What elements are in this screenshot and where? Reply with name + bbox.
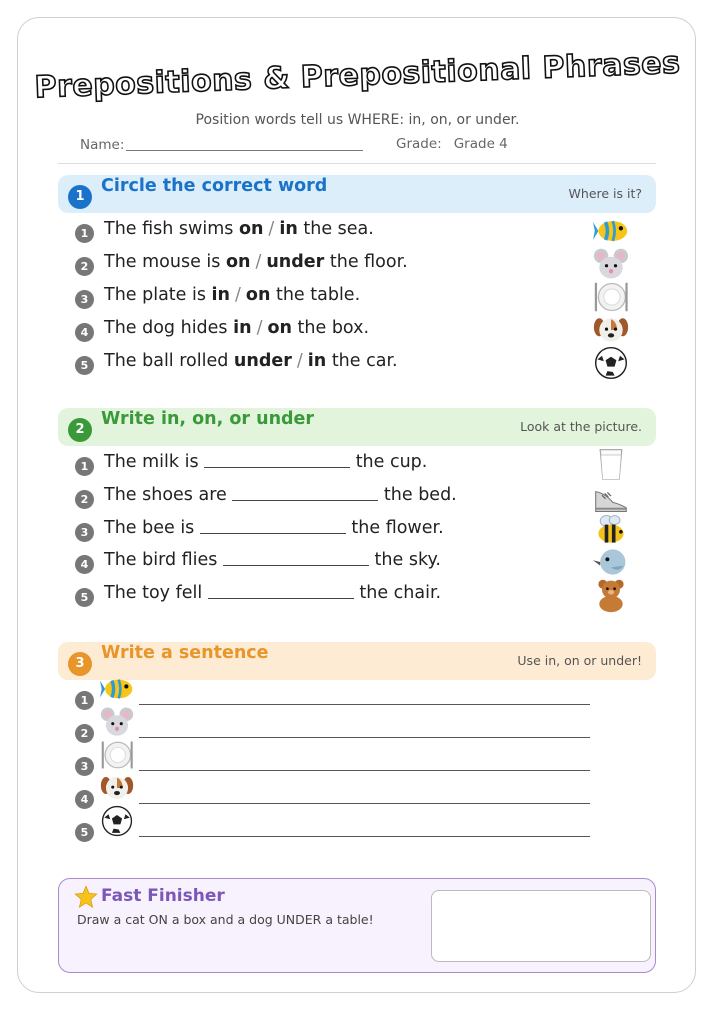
choice-option-2[interactable]: on	[245, 285, 271, 305]
question-number: 3	[75, 290, 94, 309]
choice-option-2[interactable]: in	[307, 351, 327, 371]
sentence-start: The plate is	[104, 285, 212, 305]
sentence-end: the table.	[270, 285, 361, 305]
question-number: 1	[75, 457, 94, 476]
question-number: 5	[75, 823, 94, 842]
choice-option-1[interactable]: in	[211, 285, 231, 305]
sentence-end: the car.	[326, 351, 398, 371]
question-number: 3	[75, 523, 94, 542]
drawing-box[interactable]	[431, 890, 651, 962]
sentence-writing-line[interactable]	[139, 770, 590, 771]
section-2-header	[58, 408, 656, 446]
worksheet-title: Prepositions & Prepositional Phrases	[33, 45, 682, 106]
sentence-start: The shoes are	[104, 485, 233, 505]
worksheet-subtitle: Position words tell us WHERE: in, on, or under.	[195, 112, 520, 128]
section-3-title: Write a sentence	[101, 643, 269, 663]
choice-separator: /	[255, 252, 262, 272]
choice-option-2[interactable]: under	[266, 252, 325, 272]
name-blank-line[interactable]	[126, 136, 363, 151]
sentence-start: The dog hides	[104, 318, 234, 338]
bee-icon	[593, 512, 629, 548]
sentence-end: the chair.	[353, 583, 442, 603]
write-sentence-row	[75, 818, 595, 848]
answer-blank[interactable]	[200, 518, 346, 534]
circle-question	[75, 318, 635, 346]
question-number: 4	[75, 323, 94, 342]
question-sentence	[104, 285, 360, 305]
question-number: 2	[75, 724, 94, 743]
plate-icon	[100, 738, 134, 772]
sentence-end: the sky.	[368, 550, 441, 570]
question-number: 2	[75, 490, 94, 509]
sentence-writing-line[interactable]	[139, 836, 590, 837]
sentence-end: the floor.	[324, 252, 408, 272]
section-2-number: 2	[68, 418, 92, 442]
mouse-icon	[593, 246, 629, 282]
section-3-number: 3	[68, 652, 92, 676]
grade-label: Grade:	[396, 136, 442, 152]
choice-option-1[interactable]: in	[233, 318, 252, 338]
fast-finisher-instructions: Draw a cat ON a box and a dog UNDER a table!	[77, 912, 374, 927]
question-number: 2	[75, 257, 94, 276]
question-number: 4	[75, 555, 94, 574]
sentence-writing-line[interactable]	[139, 803, 590, 804]
section-3-header	[58, 642, 656, 680]
choice-option-2[interactable]: on	[267, 318, 292, 338]
answer-blank[interactable]	[204, 452, 350, 468]
sentence-writing-line[interactable]	[139, 737, 590, 738]
write-sentence-row	[75, 785, 595, 815]
question-number: 1	[75, 691, 94, 710]
write-sentence-row	[75, 686, 595, 716]
plate-icon	[593, 279, 629, 315]
question-number: 5	[75, 356, 94, 375]
fill-blank-question	[75, 485, 635, 513]
question-sentence	[104, 518, 444, 538]
question-number: 3	[75, 757, 94, 776]
sentence-start: The fish swims	[104, 219, 239, 239]
fish-icon	[593, 213, 629, 249]
sentence-start: The bee is	[104, 518, 200, 538]
question-number: 5	[75, 588, 94, 607]
question-number: 1	[75, 224, 94, 243]
choice-option-1[interactable]: on	[238, 219, 264, 239]
dog-icon	[100, 771, 134, 805]
section-1-header	[58, 175, 656, 213]
bird-icon	[593, 544, 629, 580]
choice-separator: /	[296, 351, 303, 371]
fill-blank-question	[75, 550, 635, 578]
grade-field	[396, 136, 508, 152]
sentence-writing-line[interactable]	[139, 704, 590, 705]
question-sentence	[104, 452, 427, 472]
mouse-icon	[100, 705, 134, 739]
write-sentence-row	[75, 719, 595, 749]
sentence-start: The milk is	[104, 452, 205, 472]
question-number: 4	[75, 790, 94, 809]
choice-separator: /	[235, 285, 241, 305]
choice-separator: /	[268, 219, 275, 239]
question-sentence	[104, 219, 374, 239]
milk-icon	[593, 446, 629, 482]
fast-finisher-box	[58, 878, 656, 973]
shoe-icon	[593, 479, 629, 515]
fill-blank-question	[75, 452, 635, 480]
fill-blank-question	[75, 583, 635, 611]
section-2-title: Write in, on, or under	[101, 409, 315, 429]
dog-icon	[593, 312, 629, 348]
sentence-start: The mouse is	[104, 252, 226, 272]
choice-separator: /	[256, 318, 263, 338]
sentence-end: the flower.	[345, 518, 444, 538]
sentence-end: the cup.	[350, 452, 428, 472]
sentence-end: the box.	[291, 318, 370, 338]
header-divider	[58, 163, 656, 164]
question-sentence	[104, 252, 408, 272]
question-sentence	[104, 583, 441, 603]
question-sentence	[104, 485, 457, 505]
ball-icon	[593, 345, 629, 381]
name-field[interactable]	[80, 136, 363, 153]
name-label: Name:	[80, 137, 125, 153]
sentence-start: The ball rolled	[104, 351, 234, 371]
answer-blank[interactable]	[223, 550, 369, 566]
answer-blank[interactable]	[208, 583, 354, 599]
grade-value: Grade 4	[453, 136, 508, 152]
ball-icon	[100, 804, 134, 838]
sentence-start: The bird flies	[104, 550, 223, 570]
answer-blank[interactable]	[232, 485, 378, 501]
choice-option-2[interactable]: in	[279, 219, 298, 239]
circle-question	[75, 351, 635, 379]
section-1-hint: Where is it?	[568, 186, 642, 201]
sentence-end: the bed.	[378, 485, 457, 505]
sentence-start: The toy fell	[104, 583, 208, 603]
section-1-title: Circle the correct word	[101, 176, 328, 196]
fill-blank-question	[75, 518, 635, 546]
teddy-bear-icon	[593, 577, 629, 613]
fast-finisher-title: Fast Finisher	[101, 886, 225, 906]
write-sentence-row	[75, 752, 595, 782]
sentence-end: the sea.	[297, 219, 374, 239]
circle-question	[75, 219, 635, 247]
section-1-number: 1	[68, 185, 92, 209]
question-sentence	[104, 318, 369, 338]
section-3-hint: Use in, on or under!	[517, 653, 642, 668]
section-2-hint: Look at the picture.	[520, 419, 642, 434]
star-icon	[74, 885, 98, 909]
circle-question	[75, 285, 635, 313]
circle-question	[75, 252, 635, 280]
choice-option-1[interactable]: under	[233, 351, 292, 371]
question-sentence	[104, 351, 398, 371]
choice-option-1[interactable]: on	[225, 252, 251, 272]
question-sentence	[104, 550, 441, 570]
fish-icon	[100, 672, 134, 706]
